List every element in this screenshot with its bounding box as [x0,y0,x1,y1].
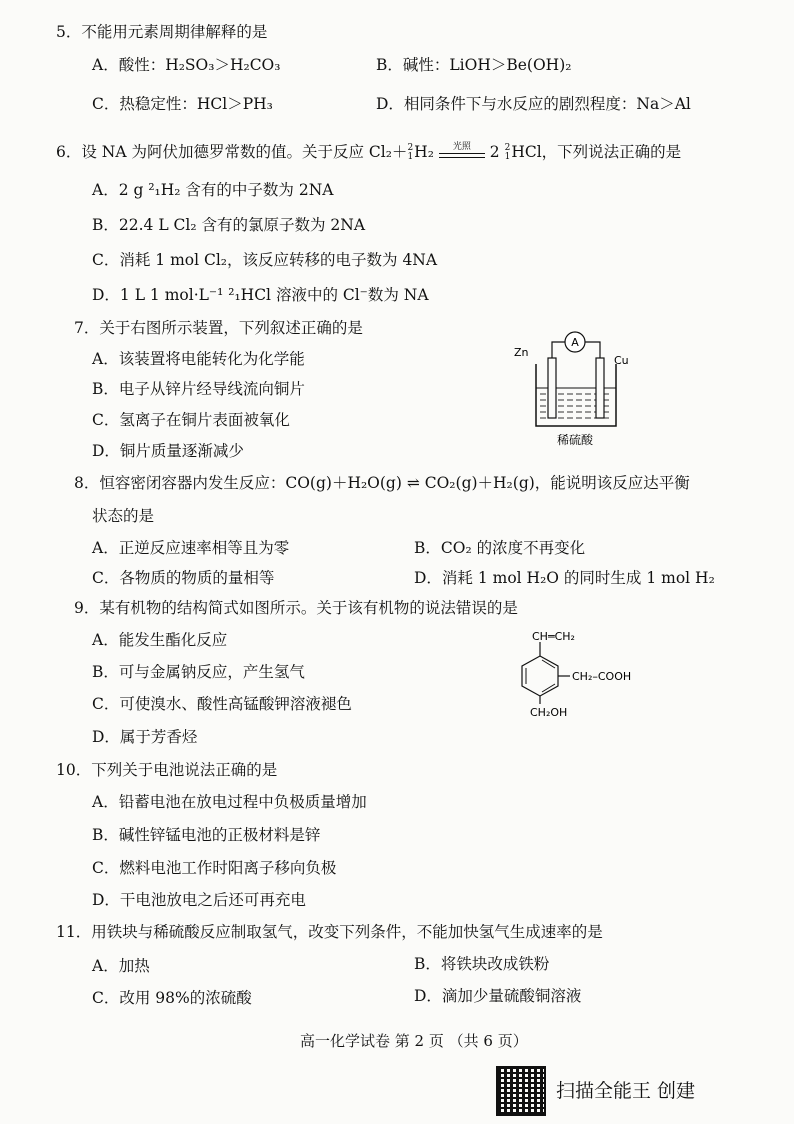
reaction-arrow [439,141,485,158]
q6-stem-pre: 6．设 NA 为阿伏加德罗常数的值。关于反应 Cl₂＋ [56,143,408,161]
q6-coef: 2 [489,143,500,161]
q9-option-c: C．可使溴水、酸性高锰酸钾溶液褪色 [92,695,352,713]
q10-option-c: C．燃料电池工作时阳离子移向负极 [92,859,337,877]
isotope-mass-2: 2 [504,143,511,153]
q6-stem-mid: H₂ [414,143,434,161]
scanner-watermark: 扫描全能王 创建 [556,1080,696,1102]
q6-option-d: D．1 L 1 mol·L⁻¹ ²₁HCl 溶液中的 Cl⁻数为 NA [92,286,429,304]
galvanic-cell-figure [510,322,640,452]
q8-option-b: B．CO₂ 的浓度不再变化 [414,539,586,557]
q6-option-c: C．消耗 1 mol Cl₂，该反应转移的电子数为 4NA [92,251,438,269]
q6-stem-post: HCl，下列说法正确的是 [511,143,682,161]
qr-code-icon [496,1066,546,1116]
electrolyte-caption: 稀硫酸 [556,433,594,447]
q6-isotope-label-2 [505,144,511,162]
copper-label: Cu [614,354,629,367]
q7-option-a: A．该装置将电能转化为化学能 [92,350,305,368]
q5-option-c: C．热稳定性：HCl＞PH₃ [92,95,273,113]
q8-option-d: D．消耗 1 mol H₂O 的同时生成 1 mol H₂ [414,569,715,587]
q9-option-a: A．能发生酯化反应 [92,631,228,649]
q6-isotope-label [407,144,413,162]
q7-option-b: B．电子从锌片经导线流向铜片 [92,380,305,398]
q7-stem: 7．关于右图所示装置，下列叙述正确的是 [74,319,363,337]
zinc-label: Zn [514,346,529,359]
isotope-number: 1 [407,152,414,162]
q5-option-d: D．相同条件下与水反应的剧烈程度：Na＞Al [376,95,691,113]
q9-option-d: D．属于芳香烃 [92,728,198,746]
q5-stem: 5．不能用元素周期律解释的是 [56,23,268,41]
benzene-ring-icon [522,656,558,696]
organic-structure-figure [500,628,650,720]
copper-electrode [596,358,604,418]
q11-option-a: A．加热 [92,957,150,975]
q11-option-d: D．滴加少量硫酸铜溶液 [414,987,582,1005]
reaction-condition: 光照 [452,141,471,152]
q7-option-d: D．铜片质量逐渐减少 [92,442,244,460]
isotope-mass: 2 [407,143,414,153]
q10-stem: 10．下列关于电池说法正确的是 [56,761,278,779]
q10-option-a: A．铅蓄电池在放电过程中负极质量增加 [92,793,367,811]
q11-stem: 11．用铁块与稀硫酸反应制取氢气，改变下列条件，不能加快氢气生成速率的是 [56,923,603,941]
q8-stem-line1: 8．恒容密闭容器内发生反应：CO(g)＋H₂O(g) ⇌ CO₂(g)＋H₂(g)，能说明该反应达平衡 [74,474,690,492]
q7-option-c: C．氢离子在铜片表面被氧化 [92,411,290,429]
q8-stem-line2: 状态的是 [92,507,155,525]
q9-stem: 9．某有机物的结构简式如图所示。关于该有机物的说法错误的是 [74,599,518,617]
q6-option-a: A．2 g ²₁H₂ 含有的中子数为 2NA [92,181,334,199]
acid-group-label: CH₂–COOH [572,670,632,683]
q9-option-b: B．可与金属钠反应，产生氢气 [92,663,305,681]
q10-option-d: D．干电池放电之后还可再充电 [92,891,306,909]
ammeter-label: A [571,336,579,349]
zinc-electrode [548,358,556,418]
page-footer: 高一化学试卷 第 2 页 （共 6 页） [300,1032,528,1050]
isotope-number-2: 1 [504,152,511,162]
q6-option-b: B．22.4 L Cl₂ 含有的氯原子数为 2NA [92,216,366,234]
vinyl-group-label: CH═CH₂ [532,630,575,643]
q11-option-b: B．将铁块改成铁粉 [414,955,550,973]
q10-option-b: B．碱性锌锰电池的正极材料是锌 [92,826,321,844]
q8-option-a: A．正逆反应速率相等且为零 [92,539,290,557]
q6-stem [56,142,681,162]
q5-option-b: B．碱性：LiOH＞Be(OH)₂ [376,56,572,74]
q5-option-a: A．酸性：H₂SO₃＞H₂CO₃ [92,56,281,74]
alcohol-group-label: CH₂OH [530,706,568,719]
q11-option-c: C．改用 98%的浓硫酸 [92,989,252,1007]
q8-option-c: C．各物质的物质的量相等 [92,569,275,587]
